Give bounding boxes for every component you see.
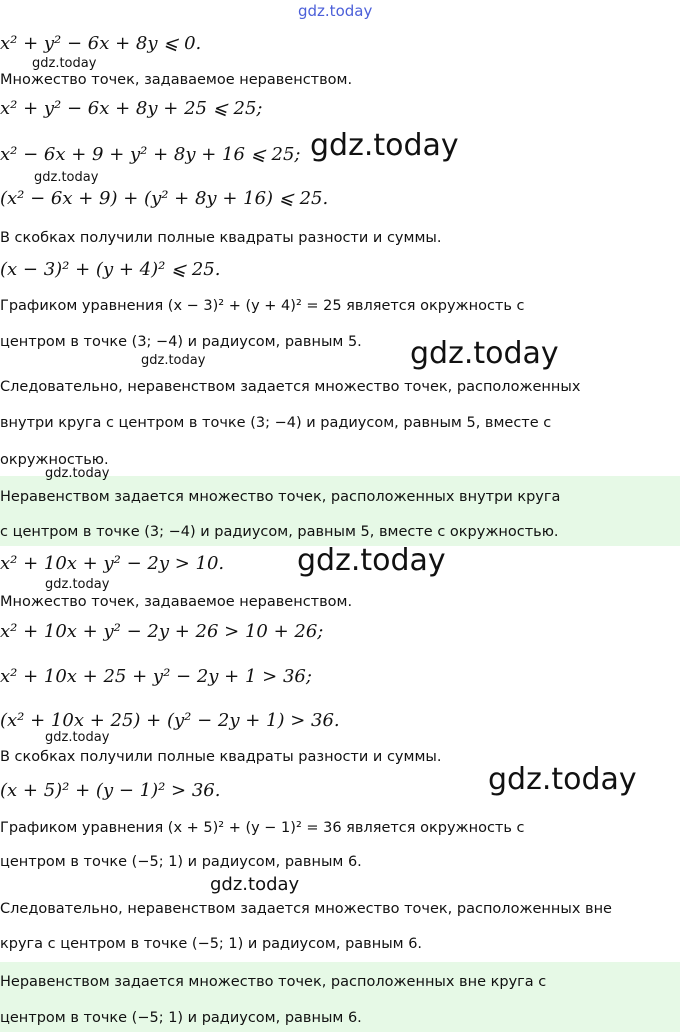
watermark: gdz.today bbox=[141, 353, 206, 368]
text-line: центром в точке (−5; 1) и радиусом, равным 6. bbox=[0, 854, 362, 870]
equation-line: (x² − 6x + 9) + (y² + 8y + 16) ⩽ 25. bbox=[0, 188, 329, 209]
text-line: окружностью. bbox=[0, 452, 109, 468]
watermark: gdz.today bbox=[32, 56, 97, 71]
equation-line: (x² + 10x + 25) + (y² − 2y + 1) > 36. bbox=[0, 710, 340, 731]
text-line: Множество точек, задаваемое неравенством. bbox=[0, 72, 353, 88]
answer-line: с центром в точке (3; −4) и радиусом, равным 5, вместе с окружностью. bbox=[0, 524, 559, 540]
watermark: gdz.today bbox=[210, 874, 300, 895]
watermark: gdz.today bbox=[45, 466, 110, 481]
answer-line: Неравенством задается множество точек, расположенных внутри круга bbox=[0, 489, 561, 505]
watermark: gdz.today bbox=[310, 128, 459, 163]
equation-line: (x − 3)² + (y + 4)² ⩽ 25. bbox=[0, 259, 221, 280]
watermark-top: gdz.today bbox=[298, 2, 373, 20]
text-line: центром в точке (3; −4) и радиусом, равным 5. bbox=[0, 334, 362, 350]
text-line: внутри круга с центром в точке (3; −4) и радиусом, равным 5, вместе с bbox=[0, 415, 552, 431]
watermark: gdz.today bbox=[488, 762, 637, 797]
equation-line: x² + y² − 6x + 8y ⩽ 0. bbox=[0, 33, 202, 54]
answer-line: Неравенством задается множество точек, расположенных вне круга с bbox=[0, 974, 547, 990]
watermark: gdz.today bbox=[45, 730, 110, 745]
text-line: Множество точек, задаваемое неравенством. bbox=[0, 594, 353, 610]
watermark: gdz.today bbox=[297, 543, 446, 578]
equation-line: (x + 5)² + (y − 1)² > 36. bbox=[0, 780, 221, 801]
equation-line: x² + 10x + y² − 2y > 10. bbox=[0, 553, 225, 574]
text-line: В скобках получили полные квадраты разности и суммы. bbox=[0, 749, 442, 765]
text-line: круга с центром в точке (−5; 1) и радиусом, равным 6. bbox=[0, 936, 423, 952]
watermark: gdz.today bbox=[45, 577, 110, 592]
text-line: Следовательно, неравенством задается множество точек, расположенных вне bbox=[0, 901, 612, 917]
text-line: Следовательно, неравенством задается множество точек, расположенных bbox=[0, 379, 581, 395]
equation-line: x² + 10x + y² − 2y + 26 > 10 + 26; bbox=[0, 621, 324, 642]
equation-line: x² − 6x + 9 + y² + 8y + 16 ⩽ 25; bbox=[0, 144, 301, 165]
text-line: Графиком уравнения (x + 5)² + (y − 1)² = 36 является окружность с bbox=[0, 820, 525, 836]
watermark: gdz.today bbox=[34, 170, 99, 185]
text-line: В скобках получили полные квадраты разности и суммы. bbox=[0, 230, 442, 246]
equation-line: x² + y² − 6x + 8y + 25 ⩽ 25; bbox=[0, 98, 263, 119]
equation-line: x² + 10x + 25 + y² − 2y + 1 > 36; bbox=[0, 666, 312, 687]
text-line: Графиком уравнения (x − 3)² + (y + 4)² = 25 является окружность с bbox=[0, 298, 525, 314]
answer-line: центром в точке (−5; 1) и радиусом, равным 6. bbox=[0, 1010, 362, 1026]
watermark: gdz.today bbox=[410, 336, 559, 371]
